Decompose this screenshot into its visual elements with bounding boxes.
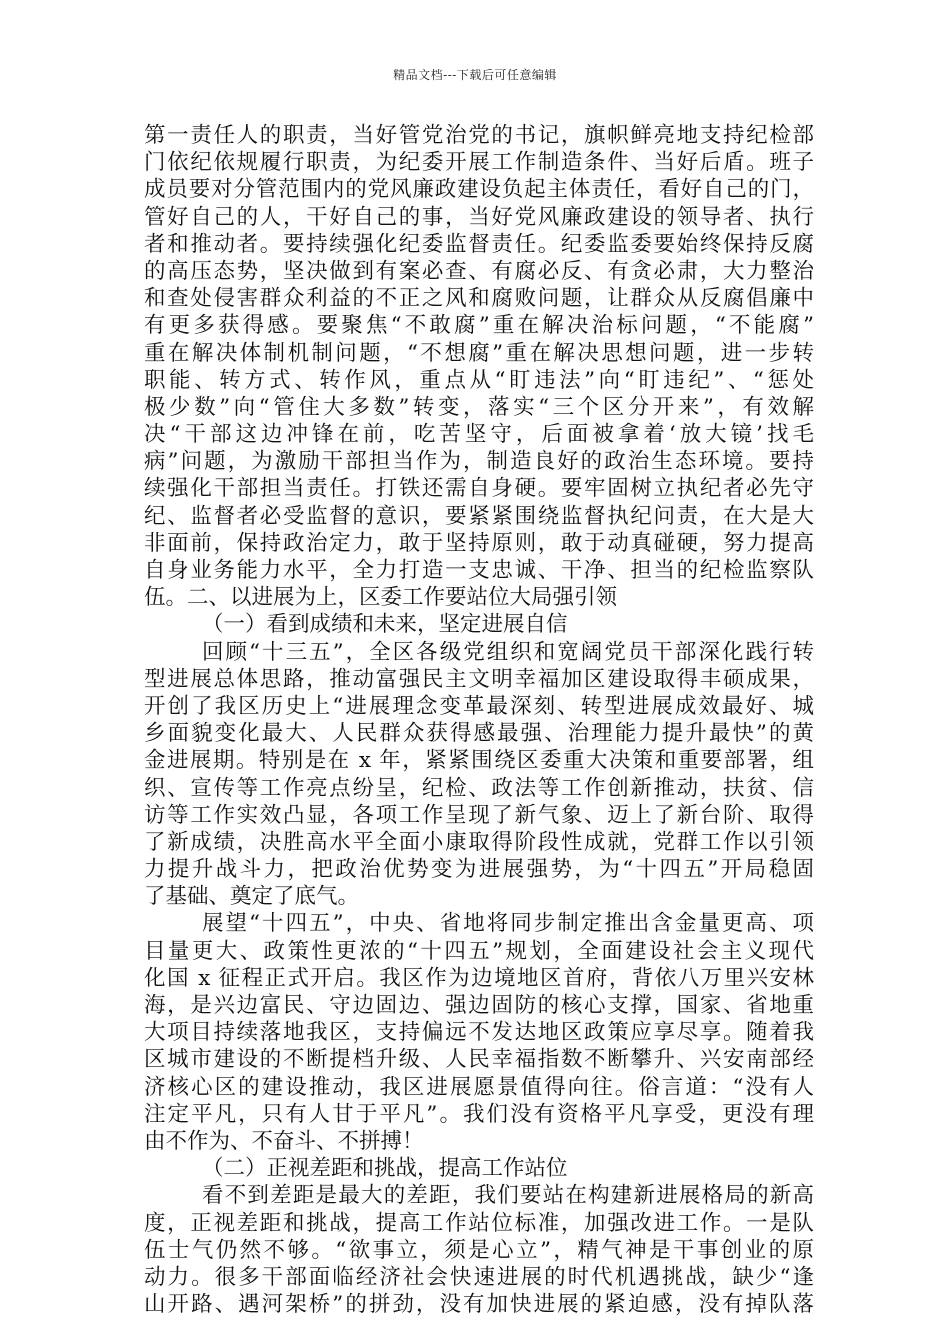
text-line: 有更多获得感。要聚焦“不敢腐”重在解决治标问题，“不能腐” xyxy=(144,313,814,339)
text-line: 开创了我区历史上“进展理念变革最深刻、转型进展成效最好、城 xyxy=(144,693,814,719)
text-line: 乡面貌变化最大、人民群众获得感最强、治理能力提升最快”的黄 xyxy=(144,721,814,747)
text-line: （一）看到成绩和未来，坚定进展自信 xyxy=(202,612,568,638)
page-header: 精品文档---下载后可任意编辑 xyxy=(393,68,557,82)
text-line: 病”问题，为激励干部担当作为，制造良好的政治生态环境。要持 xyxy=(144,449,814,475)
text-line: 由不作为、不奋斗、不拼搏！ xyxy=(144,1128,424,1154)
text-line: 非面前，保持政治定力，敢于坚持原则，敢于动真碰硬，努力提高 xyxy=(144,530,814,556)
text-line: 化国 x 征程正式开启。我区作为边境地区首府，背依八万里兴安林 xyxy=(144,965,814,991)
text-line: （二）正视差距和挑战，提高工作站位 xyxy=(202,1156,568,1182)
text-line: 型进展总体思路，推动富强民主文明幸福加区建设取得丰硕成果， xyxy=(144,666,814,692)
text-line: 和查处侵害群众利益的不正之风和腐败问题，让群众从反腐倡廉中 xyxy=(144,286,814,312)
text-line: 看不到差距是最大的差距，我们要站在构建新进展格局的新高 xyxy=(202,1183,814,1209)
text-line: 访等工作实效凸显，各项工作呈现了新气象、迈上了新台阶、取得 xyxy=(144,802,814,828)
text-line: 了基础、奠定了底气。 xyxy=(144,884,360,910)
text-line: 了新成绩，决胜高水平全面小康取得阶段性成就，党群工作以引领 xyxy=(144,829,814,855)
text-line: 济核心区的建设推动，我区进展愿景值得向往。俗言道：“没有人 xyxy=(144,1074,814,1100)
document-body xyxy=(144,122,814,1318)
text-line: 海，是兴边富民、守边固边、强边固防的核心支撑，国家、省地重 xyxy=(144,993,814,1018)
text-line: 回顾“十三五”，全区各级党组织和宽阔党员干部深化践行转 xyxy=(202,639,814,665)
text-line: 续强化干部担当责任。打铁还需自身硬。要牢固树立执纪者必先守 xyxy=(144,476,814,502)
text-line: 织、宣传等工作亮点纷呈，纪检、政法等工作创新推动，扶贫、信 xyxy=(144,775,814,801)
text-line: 山开路、遇河架桥”的拼劲，没有加快进展的紧迫感，没有掉队落 xyxy=(144,1292,814,1318)
text-line: 者和推动者。要持续强化纪委监督责任。纪委监委要始终保持反腐 xyxy=(144,231,814,257)
text-line: 的高压态势，坚决做到有案必查、有腐必反、有贪必肃，大力整治 xyxy=(144,258,814,284)
text-line: 金进展期。特别是在 x 年，紧紧围绕区委重大决策和重要部署，组 xyxy=(144,748,814,774)
text-line: 重在解决体制机制问题，“不想腐”重在解决思想问题，进一步转 xyxy=(144,340,814,366)
text-line: 职能、转方式、转作风，重点从“盯违法”向“盯违纪”、“惩处 xyxy=(144,367,814,393)
text-line: 伍。二、以进展为上，区委工作要站位大局强引领 xyxy=(144,585,618,611)
text-line: 目量更大、政策性更浓的“十四五”规划，全面建设社会主义现代 xyxy=(144,938,814,964)
text-line: 管好自己的人，干好自己的事，当好党风廉政建设的领导者、执行 xyxy=(144,204,814,230)
text-line: 第一责任人的职责，当好管党治党的书记，旗帜鲜亮地支持纪检部 xyxy=(144,123,814,148)
text-line: 门依纪依规履行职责，为纪委开展工作制造条件、当好后盾。班子 xyxy=(144,150,814,176)
text-line: 极少数”向“管住大多数”转变，落实“三个区分开来”，有效解 xyxy=(144,394,814,420)
text-line: 自身业务能力水平，全力打造一支忠诚、干净、担当的纪检监察队 xyxy=(144,558,814,583)
text-line: 度，正视差距和挑战，提高工作站位标准，加强改进工作。一是队 xyxy=(144,1210,814,1236)
text-line: 伍士气仍然不够。“欲事立，须是心立”，精气神是干事创业的原 xyxy=(144,1237,814,1263)
text-line: 大项目持续落地我区，支持偏远不发达地区政策应享尽享。随着我 xyxy=(144,1020,814,1046)
text-line: 纪、监督者必受监督的意识，要紧紧围绕监督执纪问责，在大是大 xyxy=(144,503,814,529)
text-line: 决“干部这边冲锋在前，吃苦坚守，后面被拿着‘放大镜’找毛 xyxy=(144,422,814,448)
text-line: 成员要对分管范围内的党风廉政建设负起主体责任，看好自己的门， xyxy=(144,177,814,203)
text-line: 注定平凡，只有人甘于平凡”。我们没有资格平凡享受，更没有理 xyxy=(144,1101,814,1127)
text-line: 动力。很多干部面临经济社会快速进展的时代机遇挑战，缺少“逢 xyxy=(144,1264,814,1290)
text-line: 区城市建设的不断提档升级、人民幸福指数不断攀升、兴安南部经 xyxy=(144,1047,814,1073)
text-line: 力提升战斗力，把政治优势变为进展强势，为“十四五”开局稳固 xyxy=(144,857,814,883)
text-line: 展望“十四五”，中央、省地将同步制定推出含金量更高、项 xyxy=(202,911,814,937)
